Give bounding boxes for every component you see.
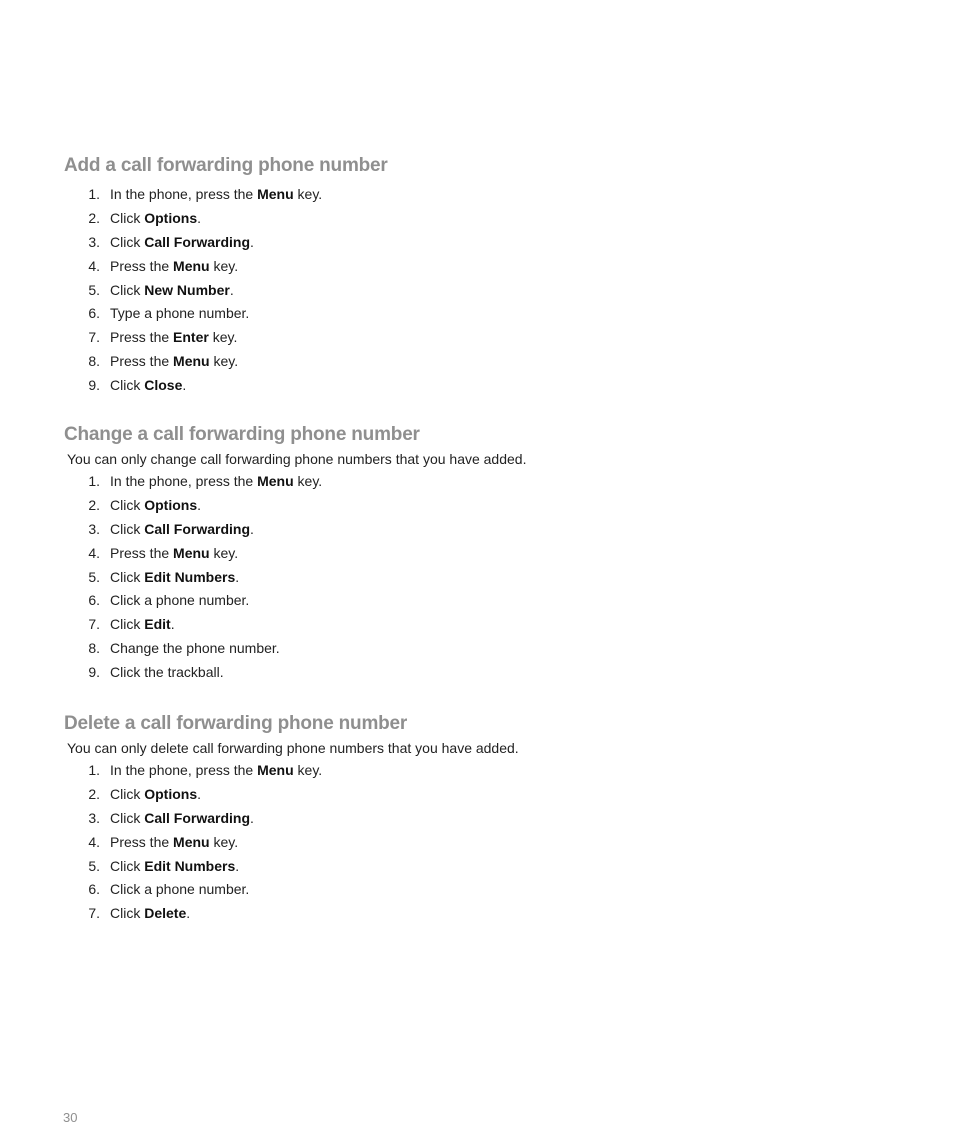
step-fragment: . [197,785,202,802]
step-text [110,210,201,226]
step-keyword: Menu [173,257,210,274]
step-text [110,282,234,298]
step-text [110,592,249,608]
step-item [64,588,884,612]
step-item [64,325,884,349]
step-fragment: Press the [110,329,174,346]
step-keyword: New Number [144,281,230,298]
steps-list [64,182,884,397]
step-keyword: Options [144,785,198,802]
step-item [64,660,884,684]
step-fragment: Click [110,785,145,802]
step-fragment: key. [209,544,239,561]
step-keyword: Close [144,377,183,394]
section-delete-number [64,712,884,925]
step-fragment: key. [208,329,238,346]
step-number: 4. [88,257,100,274]
step-number: 9. [88,664,100,681]
page-number: 30 [63,1110,78,1125]
step-item [64,469,884,493]
step-item [64,782,884,806]
step-number: 2. [88,785,100,802]
step-fragment: . [186,905,191,922]
step-keyword: Menu [257,185,294,202]
step-fragment: Click [110,281,145,298]
step-keyword: Delete [144,905,187,922]
step-number: 2. [88,209,100,226]
step-number: 4. [88,833,100,850]
step-fragment: Click [110,209,145,226]
step-text [110,521,254,537]
step-keyword: Options [144,209,198,226]
step-item [64,806,884,830]
step-item [64,854,884,878]
section-intro: You can only change call forwarding phone numbers that you have added. [67,451,527,467]
section-intro: You can only delete call forwarding phone numbers that you have added. [67,740,519,756]
step-keyword: Menu [257,472,294,489]
step-fragment: In the phone, press the [110,185,258,202]
step-keyword: Enter [173,329,209,346]
step-fragment: key. [209,353,239,370]
step-item [64,301,884,325]
step-item [64,541,884,565]
step-text [110,786,201,802]
steps-list [64,758,884,925]
step-number: 6. [88,592,100,609]
step-fragment: Click [110,616,145,633]
step-fragment: key. [209,833,239,850]
step-item [64,830,884,854]
step-fragment: Click [110,857,145,874]
step-fragment: Click [110,496,145,513]
step-item [64,636,884,660]
step-fragment: . [250,233,254,250]
step-fragment: In the phone, press the [110,761,258,778]
step-keyword: Menu [173,353,210,370]
step-number: 9. [88,377,100,394]
step-text [110,234,254,250]
step-keyword: Edit Numbers [144,857,236,874]
step-fragment: Press the [110,544,174,561]
step-item [64,901,884,925]
step-keyword: Menu [257,761,294,778]
section-change-number [64,423,884,684]
step-text [110,881,249,897]
step-fragment: Press the [110,833,174,850]
step-keyword: Menu [173,833,210,850]
step-text [110,569,239,585]
step-item [64,206,884,230]
step-item [64,493,884,517]
step-item [64,758,884,782]
step-number: 6. [88,305,100,322]
section-add-number [64,154,884,397]
step-number: 3. [88,520,100,537]
step-fragment: Press the [110,353,174,370]
step-keyword: Edit Numbers [144,568,236,585]
step-item [64,517,884,541]
step-fragment: . [197,209,202,226]
step-item [64,254,884,278]
step-fragment: Type a phone number. [110,305,250,322]
step-number: 5. [88,568,100,585]
step-text [110,905,190,921]
step-item [64,182,884,206]
step-number: 1. [88,472,100,489]
step-text [110,473,322,489]
step-fragment: . [235,857,240,874]
step-text [110,810,254,826]
step-text [110,762,322,778]
step-text [110,858,239,874]
step-text [110,545,238,561]
step-item [64,278,884,302]
step-text [110,497,201,513]
step-text [110,616,175,632]
step-item [64,230,884,254]
step-number: 4. [88,544,100,561]
step-fragment: Change the phone number. [110,640,280,657]
step-text [110,834,238,850]
step-fragment: . [182,377,187,394]
step-keyword: Edit [144,616,171,633]
step-text [110,664,224,680]
step-keyword: Call Forwarding [144,520,251,537]
step-item [64,373,884,397]
step-fragment: . [229,281,234,298]
step-fragment: Click [110,568,145,585]
steps-list [64,469,884,684]
step-item [64,565,884,589]
step-text [110,640,280,656]
step-number: 5. [88,857,100,874]
step-fragment: Click the trackball. [110,664,224,681]
step-number: 5. [88,281,100,298]
step-fragment: key. [209,257,239,274]
step-fragment: Click [110,809,145,826]
step-item [64,349,884,373]
step-text [110,377,186,393]
step-fragment: Click a phone number. [110,592,250,609]
step-text [110,305,249,321]
step-fragment: Click [110,905,145,922]
step-fragment: key. [293,472,323,489]
step-text [110,258,238,274]
step-item [64,612,884,636]
step-fragment: . [197,496,202,513]
step-number: 8. [88,353,100,370]
step-fragment: . [250,809,254,826]
step-fragment: Click a phone number. [110,881,250,898]
step-fragment: Click [110,520,145,537]
step-number: 3. [88,809,100,826]
step-number: 3. [88,233,100,250]
step-number: 1. [88,185,100,202]
step-fragment: Press the [110,257,174,274]
step-number: 1. [88,761,100,778]
step-fragment: . [250,520,254,537]
section-title: Change a call forwarding phone number [64,424,420,445]
step-text [110,353,238,369]
step-item [64,877,884,901]
step-keyword: Options [144,496,198,513]
step-keyword: Menu [173,544,210,561]
step-fragment: In the phone, press the [110,472,258,489]
step-fragment: key. [293,185,323,202]
step-number: 6. [88,881,100,898]
step-fragment: . [235,568,240,585]
step-number: 2. [88,496,100,513]
step-keyword: Call Forwarding [144,809,251,826]
section-title: Add a call forwarding phone number [64,155,388,176]
step-keyword: Call Forwarding [144,233,251,250]
step-fragment: Click [110,233,145,250]
step-fragment: . [170,616,175,633]
step-number: 7. [88,616,100,633]
step-number: 7. [88,905,100,922]
step-fragment: key. [293,761,323,778]
step-number: 8. [88,640,100,657]
step-number: 7. [88,329,100,346]
step-text [110,329,237,345]
step-text [110,186,322,202]
section-title: Delete a call forwarding phone number [64,713,408,734]
step-fragment: Click [110,377,145,394]
